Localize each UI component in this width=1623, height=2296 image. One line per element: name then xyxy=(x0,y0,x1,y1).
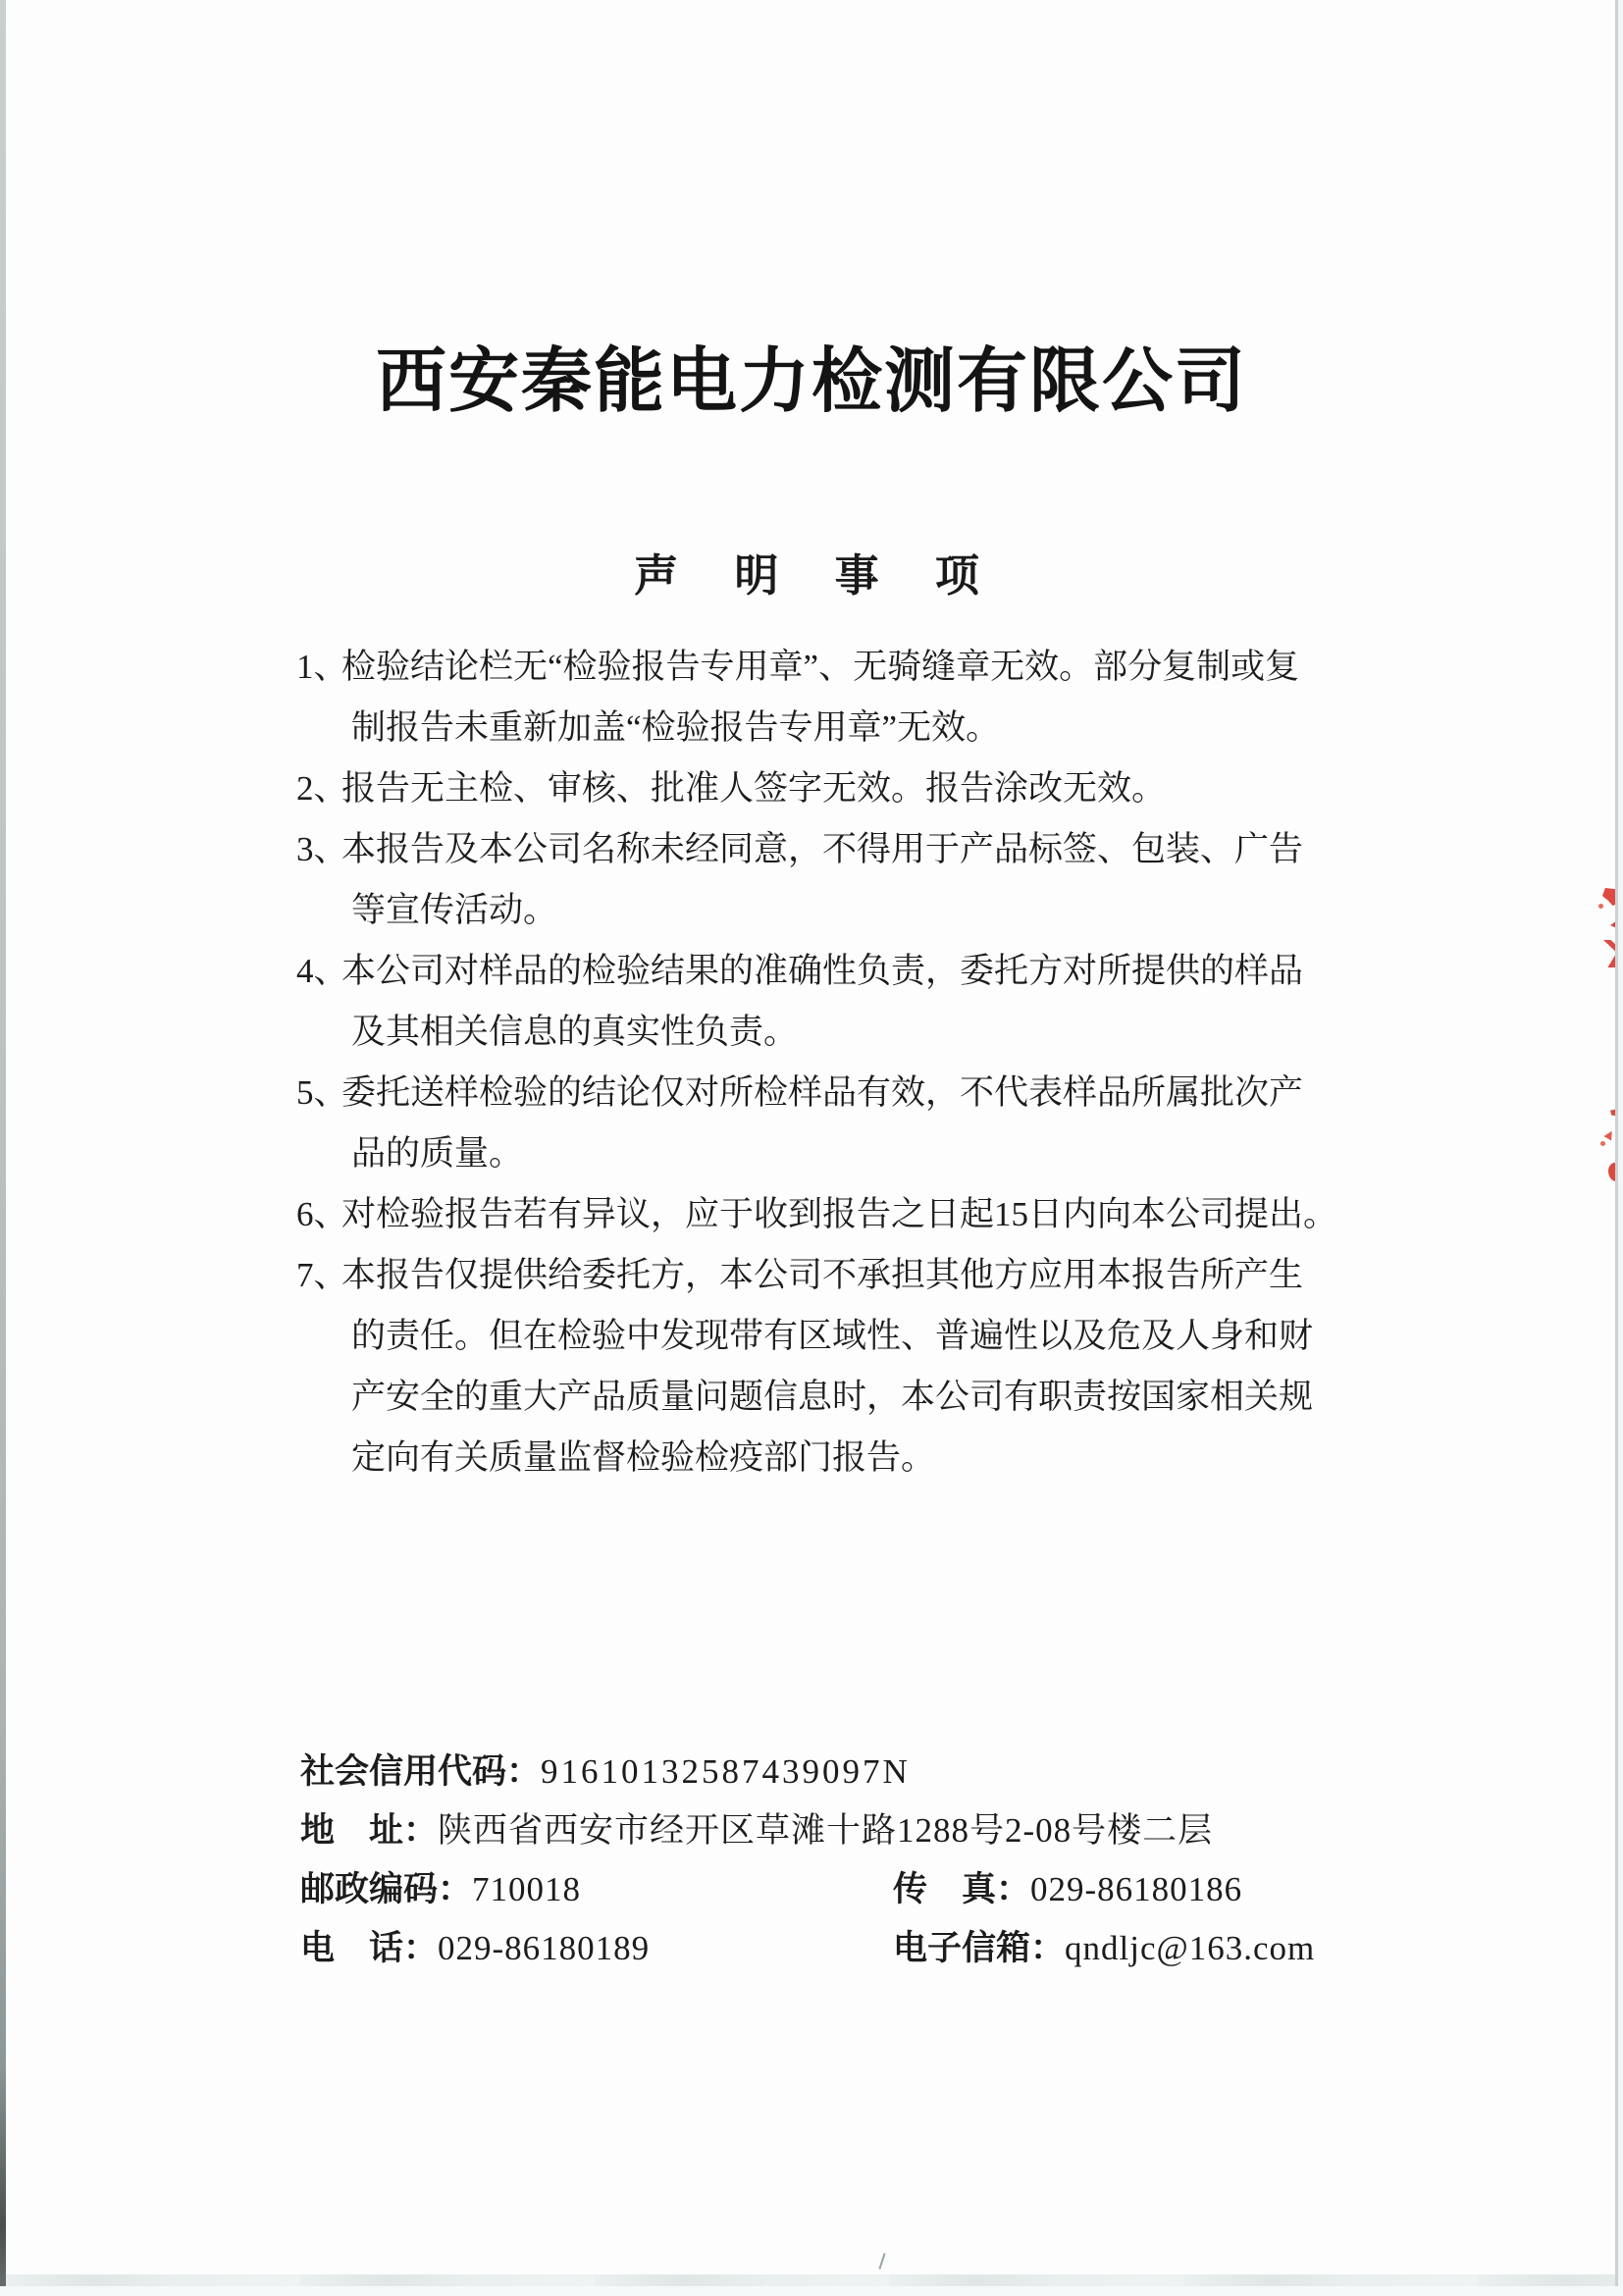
item-number: 2、 xyxy=(296,769,348,808)
stamp-fragment xyxy=(1600,1141,1605,1146)
scan-right-edge-outer xyxy=(1618,0,1623,2296)
email-field xyxy=(893,1919,1315,1978)
item-number: 4、 xyxy=(296,952,348,990)
address-row xyxy=(300,1801,1399,1860)
credit-code-label: 社会信用代码： xyxy=(300,1752,542,1791)
declaration-line xyxy=(296,819,1356,880)
item-text: 本公司对样品的检验结果的准确性负责，委托方对所提供的样品 xyxy=(341,952,1304,990)
item-text: 检验结论栏无“检验报告专用章”、无骑缝章无效。部分复制或复 xyxy=(341,648,1300,686)
item-text: 本报告及本公司名称未经同意，不得用于产品标签、包装、广告 xyxy=(341,830,1304,868)
scan-bottom-band xyxy=(6,2274,1615,2286)
declaration-item-5 xyxy=(296,1063,1356,1184)
postal-code-value: 710018 xyxy=(472,1870,582,1908)
scan-left-edge xyxy=(0,0,6,2296)
declaration-line: 等宣传活动。 xyxy=(351,891,558,929)
declaration-list xyxy=(296,637,1356,1488)
address-value: 陕西省西安市经开区草滩十路1288号2-08号楼二层 xyxy=(438,1811,1214,1850)
fax-field xyxy=(893,1860,1242,1919)
declaration-item-6 xyxy=(296,1184,1356,1245)
item-number: 3、 xyxy=(296,830,348,868)
declaration-line: 品的质量。 xyxy=(351,1134,524,1173)
declaration-item-2 xyxy=(296,758,1356,819)
credit-code-value: 91610132587439097N xyxy=(541,1752,911,1791)
declaration-line: 的责任。但在检验中发现带有区域性、普遍性以及危及人身和财 xyxy=(351,1317,1314,1355)
item-number: 5、 xyxy=(296,1073,348,1112)
declaration-line xyxy=(296,1184,1356,1245)
address-label: 地 址： xyxy=(300,1811,439,1850)
declaration-item-1 xyxy=(296,637,1356,758)
item-text: 对检验报告若有异议，应于收到报告之日起15日内向本公司提出。 xyxy=(341,1195,1338,1233)
section-title: 声 明 事 项 xyxy=(634,551,989,600)
email-label: 电子信箱： xyxy=(893,1929,1066,1967)
scan-right-edge-line xyxy=(1615,0,1618,2296)
declaration-line xyxy=(296,758,1356,819)
phone-label: 电 话： xyxy=(300,1929,439,1967)
declaration-line: 定向有关质量监督检验检疫部门报告。 xyxy=(351,1438,936,1477)
item-text: 报告无主检、审核、批准人签字无效。报告涂改无效。 xyxy=(341,769,1167,808)
credit-code-row xyxy=(300,1743,1399,1801)
item-text: 委托送样检验的结论仅对所检样品有效，不代表样品所属批次产 xyxy=(341,1073,1304,1112)
declaration-line: 及其相关信息的真实性负责。 xyxy=(351,1013,799,1051)
email-value: qndljc@163.com xyxy=(1065,1929,1316,1967)
item-number: 7、 xyxy=(296,1256,348,1294)
scan-scratch-mark xyxy=(878,2253,885,2270)
declaration-line: 制报告未重新加盖“检验报告专用章”无效。 xyxy=(351,708,1001,747)
declaration-line xyxy=(296,637,1356,698)
phone-email-row xyxy=(300,1919,1399,1978)
declaration-line: 产安全的重大产品质量问题信息时，本公司有职责按国家相关规 xyxy=(351,1378,1314,1416)
fax-label: 传 真： xyxy=(893,1870,1031,1908)
fax-value: 029-86180186 xyxy=(1030,1870,1243,1908)
declaration-line xyxy=(296,941,1356,1002)
item-number: 6、 xyxy=(296,1195,348,1233)
declaration-item-4 xyxy=(296,941,1356,1063)
declaration-line xyxy=(296,1063,1356,1123)
scan-bottom-edge xyxy=(0,2286,1623,2296)
company-name-title: 西安秦能电力检测有限公司 xyxy=(375,342,1247,421)
phone-value: 029-86180189 xyxy=(438,1929,651,1967)
contact-info-block xyxy=(300,1743,1399,1978)
stamp-fragment xyxy=(1603,1128,1615,1140)
item-text: 本报告仅提供给委托方，本公司不承担其他方应用本报告所产生 xyxy=(341,1256,1304,1294)
declaration-line xyxy=(296,1245,1356,1306)
declaration-item-3 xyxy=(296,819,1356,941)
item-number: 1、 xyxy=(296,648,348,686)
stamp-fragment xyxy=(1598,904,1603,909)
postal-fax-row xyxy=(300,1860,1399,1919)
postal-code-label: 邮政编码： xyxy=(300,1870,473,1908)
declaration-item-7 xyxy=(296,1245,1356,1488)
